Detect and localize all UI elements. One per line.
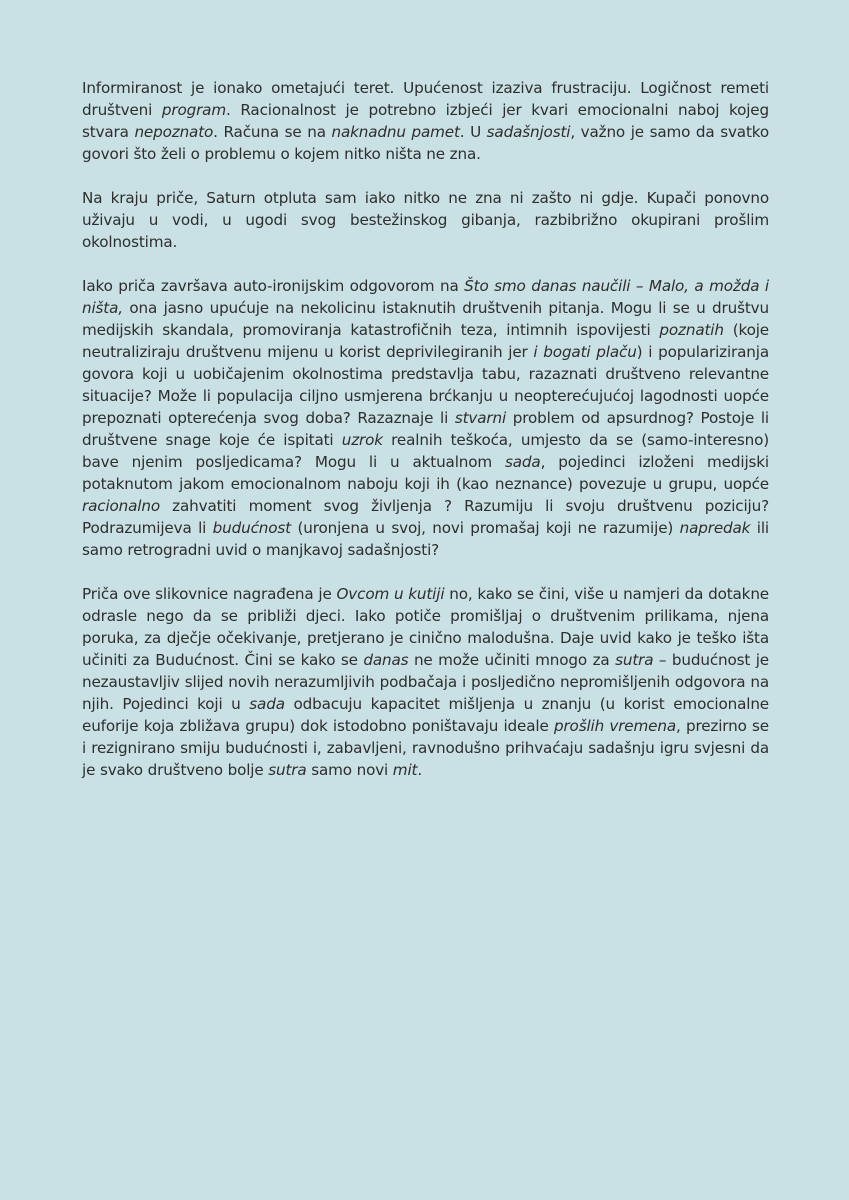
italic-run: sadašnjosti <box>486 123 571 141</box>
body-text <box>82 77 769 803</box>
text-run: (uronjena u svoj, novi promašaj koji ne razumije) <box>291 519 680 537</box>
italic-run: stvarni <box>454 409 507 427</box>
text-run: Priča ove slikovnice nagrađena je <box>82 585 337 603</box>
text-run: zahvatiti moment svog življenja ? Razumiju li svoju društvenu poziciju? Podrazumijeva li <box>82 497 769 537</box>
italic-run: budućnost <box>212 519 291 537</box>
italic-run: Ovcom u kutiji <box>336 585 445 603</box>
italic-run: i bogati plaču <box>533 343 637 361</box>
text-run: Iako priča završava auto-ironijskim odgovorom na <box>82 277 465 295</box>
italic-run: sutra <box>268 761 307 779</box>
text-run: problem od apsurdnog? Postoje li društvene snage koje će ispitati <box>82 409 769 449</box>
text-run: Na kraju priče, Saturn otpluta sam iako nitko ne zna ni zašto ni gdje. Kupači ponovno uživaju u vodi, u ugodi svog bestežinskog gibanja, razbibrižno okupirani prošlim okolnostima. <box>82 189 769 251</box>
text-run: . Racionalnost je potrebno izbjeći jer kvari emocionalni naboj kojeg stvara <box>82 101 769 141</box>
text-run: , pojedinci izloženi medijski potaknutom jakom emocionalnom naboju koji ih (kao neznance) povezuje u grupu, uopće <box>82 453 769 493</box>
text-run: . Računa se na <box>213 123 332 141</box>
text-run: (koje neutraliziraju društvenu mijenu u korist deprivilegiranih jer <box>82 321 769 361</box>
text-run: , važno je samo da svatko govori što želi o problemu o kojem nitko ništa ne zna. <box>82 123 770 163</box>
italic-run: mit <box>392 761 418 779</box>
italic-run: uzrok <box>341 431 383 449</box>
italic-run: sutra <box>615 651 654 669</box>
text-run: . U <box>459 123 487 141</box>
text-run: no, kako se čini, više u namjeri da dotakne odrasle nego da se približi djeci. Iako potiče promišljaj o društvenim prilikama, njena poruka, za dječje očekivanje, pretjerano je cinično malodušna. Daje uvid kako je teško išta učiniti za Budućnost. Čini se kako se <box>82 585 769 669</box>
text-run: ona jasno upućuje na nekolicinu istaknutih društvenih pitanja. Mogu li se u društvu medijskih skandala, promoviranja katastrofičnih teza, intimnih ispovijesti <box>82 299 769 339</box>
italic-run: napredak <box>679 519 751 537</box>
italic-run: sada <box>249 695 285 713</box>
italic-run: poznatih <box>659 321 724 339</box>
text-run: samo novi <box>306 761 393 779</box>
italic-run: racionalno <box>82 497 160 515</box>
italic-run: nepoznato <box>134 123 214 141</box>
text-run: ili samo retrogradni uvid o manjkavoj sadašnjosti? <box>82 519 770 559</box>
text-run: odbacuju kapacitet mišljenja u znanju (u korist emocionalne euforije koja zbližava grupu) dok istodobno poništavaju ideale <box>82 695 769 735</box>
italic-run: naknadnu pamet <box>331 123 460 141</box>
italic-run: program <box>161 101 226 119</box>
text-run: – budućnost je nezaustavljiv slijed novih nerazumljivih podbačaja i posljedično nepromišljenih odgovora na njih. Pojedinci koji u <box>82 651 769 713</box>
text-run: realnih teškoća, umjesto da se (samo-interesno) bave njenim posljedicama? Mogu li u aktualnom <box>82 431 769 471</box>
italic-run: danas <box>363 651 409 669</box>
text-run: ) i populariziranja govora koji u uobičajenim okolnostima predstavlja tabu, razaznati društveno relevantne situacije? Može li populacija ciljno usmjerena brćkanju u neopterećujućoj lagodnosti uopće prepoznati opterećenja svog doba? Razaznaje li <box>82 343 769 427</box>
italic-run: prošlih vremena <box>553 717 676 735</box>
text-run: . <box>417 761 423 779</box>
paragraph-4 <box>82 583 769 781</box>
paragraph-2 <box>82 187 769 253</box>
paragraph-1 <box>82 77 769 165</box>
paragraph-3 <box>82 275 769 561</box>
italic-run: sada <box>505 453 541 471</box>
text-run: Informiranost je ionako ometajući teret. Upućenost izaziva frustraciju. Logičnost remeti društveni <box>82 79 769 119</box>
text-run: ne može učiniti mnogo za <box>408 651 616 669</box>
italic-run: Što smo danas naučili – Malo, a možda i ništa, <box>82 277 769 317</box>
text-run: , prezirno se i rezignirano smiju budućnosti i, zabavljeni, ravnodušno prihvaćaju sadašnju igru svjesni da je svako društveno bolje <box>82 717 770 779</box>
